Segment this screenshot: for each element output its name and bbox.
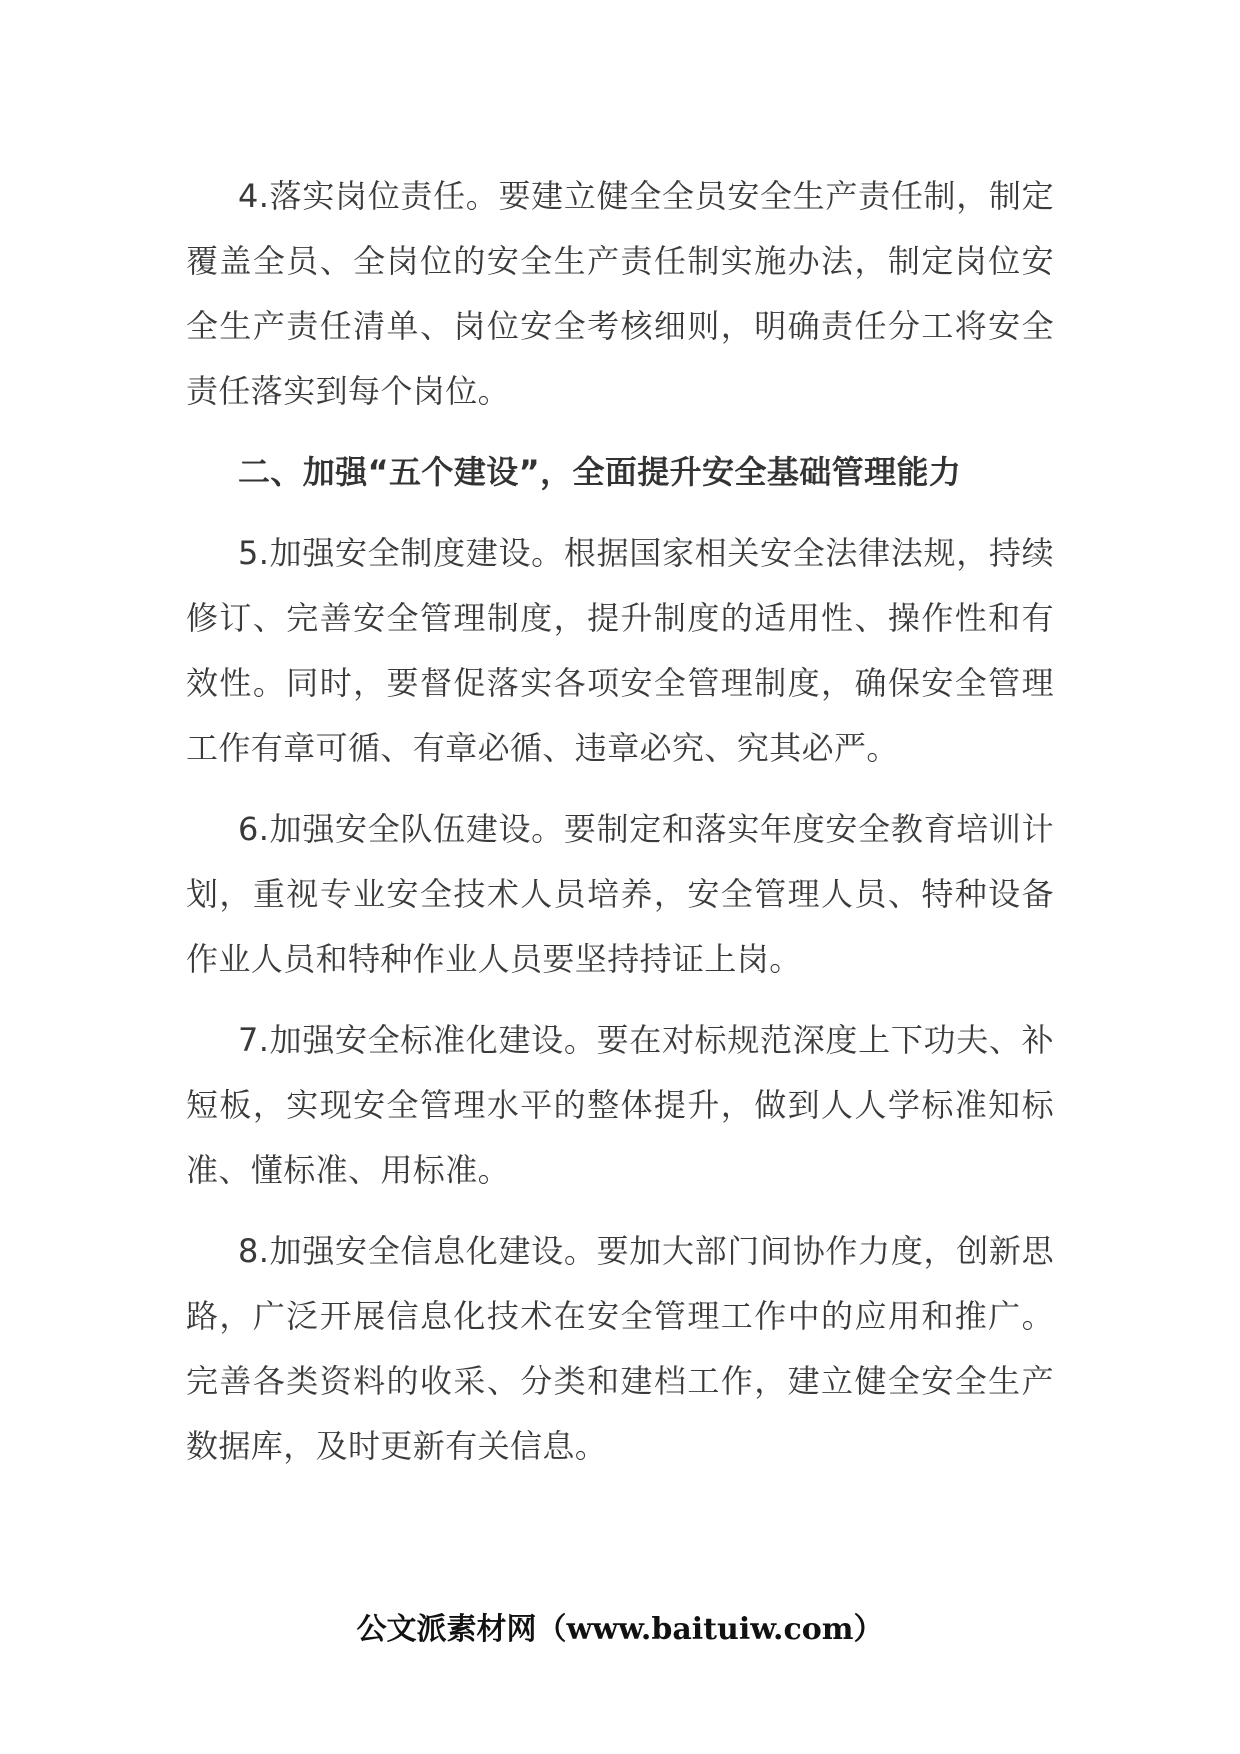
- paragraph-item-5: 5.加强安全制度建设。根据国家相关安全法律法规，持续修订、完善安全管理制度，提升制度的适用性、操作性和有效性。同时，要督促落实各项安全管理制度，确保安全管理工作有章可循、有章必循、违章必究、究其必严。: [186, 534, 1054, 767]
- document-body: [186, 164, 1054, 1479]
- paragraph-item-7: 7.加强安全标准化建设。要在对标规范深度上下功夫、补短板，实现安全管理水平的整体提升，做到人人学标准知标准、懂标准、用标准。: [186, 1021, 1054, 1189]
- paragraph-item-6: 6.加强安全队伍建设。要制定和落实年度安全教育培训计划，重视专业安全技术人员培养，安全管理人员、特种设备作业人员和特种作业人员要坚持持证上岗。: [186, 810, 1054, 978]
- footer-source-text: 公文派素材网（www.baituiw.com）: [356, 1612, 884, 1647]
- section-heading: 二、加强“五个建设”，全面提升安全基础管理能力: [238, 453, 962, 491]
- paragraph-item-8: 8.加强安全信息化建设。要加大部门间协作力度，创新思路，广泛开展信息化技术在安全管理工作中的应用和推广。完善各类资料的收采、分类和建档工作，建立健全安全生产数据库，及时更新有关信息。: [186, 1232, 1054, 1465]
- paragraph-item-4: 4.落实岗位责任。要建立健全全员安全生产责任制，制定覆盖全员、全岗位的安全生产责任制实施办法，制定岗位安全生产责任清单、岗位安全考核细则，明确责任分工将安全责任落实到每个岗位。: [186, 177, 1054, 410]
